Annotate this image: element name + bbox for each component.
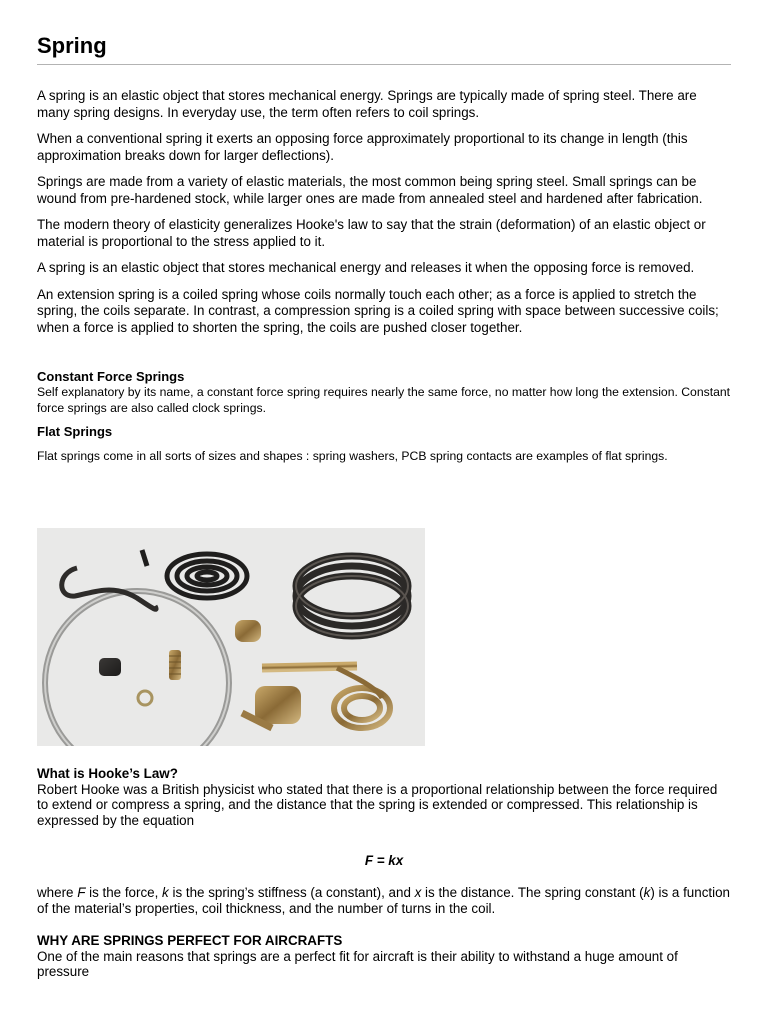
flat-springs-heading: Flat Springs [37,424,113,439]
constant-force-section [37,369,731,416]
var-x: x [414,884,422,900]
intro-paragraph: A spring is an elastic object that stores mechanical energy. Springs are typically made of spring steel. There are many spring designs. In everyday use, the term often refers to coil springs. [37,88,697,120]
intro-section [37,88,731,336]
where-part: ) is a function of the material’s properties, coil thickness, and the number of turns in the coil. [37,884,730,916]
document-page [37,32,731,465]
aircraft-section [37,933,731,980]
var-k: k [643,884,651,900]
constant-force-heading: Constant Force Springs [37,369,185,384]
hooke-heading: What is Hooke’s Law? [37,766,178,781]
page-title: Spring [37,32,731,65]
var-f: F [77,884,86,900]
where-part: where [37,884,78,900]
intro-paragraph: Springs are made from a variety of elastic materials, the most common being spring steel. Small springs can be wound from pre-hardened stock, while larger ones are made from annealed steel and hardened after fabrication. [37,174,703,206]
where-part: is the force, [85,884,163,900]
intro-paragraph: An extension spring is a coiled spring whose coils normally touch each other; as a force is applied to stretch the spring, the coils separate. In contrast, a compression spring is a coiled spring with space between successive coils; when a force is applied to shorten the spring, the coils are pushed closer together. [37,286,719,335]
constant-force-text: Self explanatory by its name, a constant force spring requires nearly the same force, no matter how long the extension. Constant force springs are also called clock springs. [37,385,731,415]
intro-paragraph: A spring is an elastic object that stores mechanical energy and releases it when the opposing force is removed. [37,260,695,275]
where-part: is the distance. The spring constant ( [421,884,644,900]
hooke-where-text [37,885,731,916]
var-k: k [162,884,169,900]
hooke-text: Robert Hooke was a British physicist who stated that there is a proportional relationship between the force required to extend or compress a spring, and the distance that the spring is extended or compressed. This relationship is expressed by the equation [37,781,718,828]
flat-springs-section [37,424,731,465]
intro-paragraph: When a conventional spring it exerts an opposing force approximately proportional to its change in length (this approximation breaks down for larger deflections). [37,131,688,163]
aircraft-heading: WHY ARE SPRINGS PERFECT FOR AIRCRAFTS [37,933,343,948]
hooke-equation: F = kx [364,853,404,869]
flat-springs-photo [37,528,425,746]
flat-springs-text: Flat springs come in all sorts of sizes and shapes : spring washers, PCB spring contacts are examples of flat springs. [37,449,668,463]
hooke-section [37,766,731,916]
where-part: is the spring’s stiffness (a constant), and [168,884,415,900]
aircraft-text: One of the main reasons that springs are a perfect fit for aircraft is their ability to withstand a huge amount of pressure [37,948,678,980]
intro-paragraph: The modern theory of elasticity generalizes Hooke's law to say that the strain (deformation) of an elastic object or material is proportional to the stress applied to it. [37,217,706,249]
